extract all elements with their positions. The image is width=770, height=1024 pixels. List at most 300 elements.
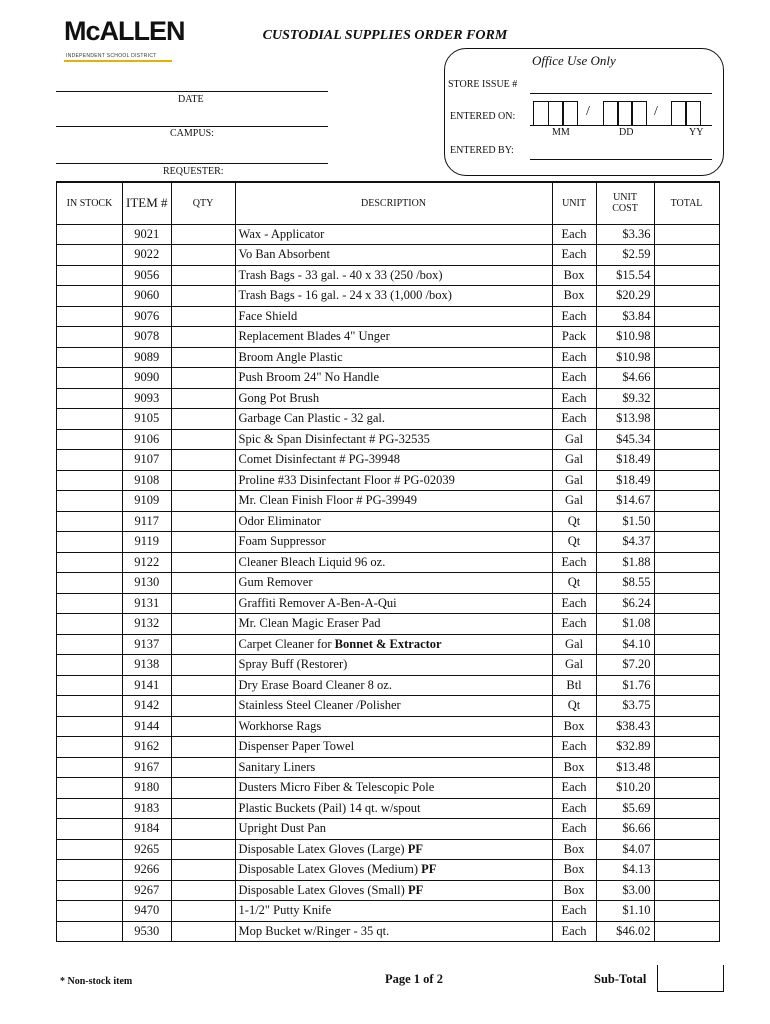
date-line[interactable]	[56, 91, 328, 92]
total-cell[interactable]	[654, 716, 719, 737]
header-qty: QTY	[171, 182, 235, 224]
unit-cost-cell: $45.34	[596, 429, 654, 450]
item-number-cell: 9108	[123, 470, 172, 491]
subtotal-label: Sub-Total	[594, 972, 647, 986]
unit-cost-cell: $4.66	[596, 368, 654, 389]
unit-cost-cell: $1.08	[596, 614, 654, 635]
total-cell[interactable]	[654, 245, 719, 266]
description-cell	[235, 614, 552, 635]
in-stock-cell[interactable]	[57, 388, 123, 409]
qty-cell[interactable]	[171, 491, 235, 512]
unit-cell: Each	[552, 347, 596, 368]
qty-cell[interactable]	[171, 532, 235, 553]
unit-cost-cell: $3.75	[596, 696, 654, 717]
qty-cell[interactable]	[171, 286, 235, 307]
qty-cell[interactable]	[171, 347, 235, 368]
table-row	[57, 286, 720, 307]
unit-cell: Each	[552, 388, 596, 409]
unit-cost-cell: $32.89	[596, 737, 654, 758]
campus-line[interactable]	[56, 126, 328, 127]
table-row	[57, 327, 720, 348]
in-stock-cell[interactable]	[57, 757, 123, 778]
in-stock-cell[interactable]	[57, 839, 123, 860]
description-text: Mr. Clean Finish Floor # PG-39949	[238, 493, 418, 508]
qty-cell[interactable]	[171, 265, 235, 286]
in-stock-cell[interactable]	[57, 265, 123, 286]
entered-by-label: ENTERED BY:	[450, 145, 514, 156]
qty-cell[interactable]	[171, 778, 235, 799]
description-text: Disposable Latex Gloves (Large)	[238, 841, 408, 856]
table-row	[57, 655, 720, 676]
header-unit-cost-line2: COST	[612, 203, 638, 215]
table-row	[57, 921, 720, 942]
description-text: 1-1/2" Putty Knife	[238, 903, 332, 918]
unit-cost-cell: $1.76	[596, 675, 654, 696]
qty-cell[interactable]	[171, 368, 235, 389]
in-stock-cell[interactable]	[57, 901, 123, 922]
item-number-cell: 9107	[123, 450, 172, 471]
unit-cost-cell: $2.59	[596, 245, 654, 266]
unit-cost-cell: $10.20	[596, 778, 654, 799]
store-issue-line[interactable]	[530, 93, 712, 94]
description-text: Trash Bags - 33 gal. - 40 x 33 (250 /box)	[238, 267, 443, 282]
unit-cell: Btl	[552, 675, 596, 696]
description-text: Spic & Span Disinfectant # PG-32535	[238, 431, 430, 446]
table-row	[57, 511, 720, 532]
qty-cell[interactable]	[171, 921, 235, 942]
table-row	[57, 552, 720, 573]
total-cell[interactable]	[654, 409, 719, 430]
total-cell[interactable]	[654, 614, 719, 635]
description-text: Replacement Blades 4" Unger	[238, 329, 390, 344]
total-cell[interactable]	[654, 573, 719, 594]
date-label: DATE	[178, 94, 204, 105]
qty-cell[interactable]	[171, 819, 235, 840]
description-cell	[235, 286, 552, 307]
description-text: Workhorse Rags	[238, 718, 322, 733]
description-text: Mr. Clean Magic Eraser Pad	[238, 616, 381, 631]
item-number-cell: 9530	[123, 921, 172, 942]
unit-cell: Each	[552, 368, 596, 389]
description-text: Gum Remover	[238, 575, 313, 590]
entered-by-line[interactable]	[530, 159, 712, 160]
qty-cell[interactable]	[171, 716, 235, 737]
total-cell[interactable]	[654, 388, 719, 409]
unit-cell: Each	[552, 778, 596, 799]
in-stock-cell[interactable]	[57, 511, 123, 532]
header-in-stock: IN STOCK	[57, 182, 123, 224]
unit-cell: Qt	[552, 696, 596, 717]
qty-cell[interactable]	[171, 450, 235, 471]
total-cell[interactable]	[654, 696, 719, 717]
description-cell	[235, 409, 552, 430]
item-number-cell: 9056	[123, 265, 172, 286]
qty-cell[interactable]	[171, 901, 235, 922]
description-cell	[235, 573, 552, 594]
description-text: Stainless Steel Cleaner /Polisher	[238, 698, 401, 713]
description-cell	[235, 839, 552, 860]
in-stock-cell[interactable]	[57, 819, 123, 840]
qty-cell[interactable]	[171, 675, 235, 696]
item-number-cell: 9144	[123, 716, 172, 737]
in-stock-cell[interactable]	[57, 347, 123, 368]
date-slash-1: /	[586, 104, 590, 119]
item-number-cell: 9117	[123, 511, 172, 532]
header-item: ITEM #	[123, 182, 172, 224]
unit-cost-cell: $15.54	[596, 265, 654, 286]
in-stock-cell[interactable]	[57, 655, 123, 676]
item-number-cell: 9090	[123, 368, 172, 389]
total-cell[interactable]	[654, 737, 719, 758]
table-row	[57, 737, 720, 758]
unit-cell: Each	[552, 901, 596, 922]
in-stock-cell[interactable]	[57, 368, 123, 389]
in-stock-cell[interactable]	[57, 675, 123, 696]
table-row	[57, 532, 720, 553]
description-text: Sanitary Liners	[238, 759, 316, 774]
qty-cell[interactable]	[171, 757, 235, 778]
description-bold-text: PF	[421, 862, 437, 877]
item-number-cell: 9130	[123, 573, 172, 594]
description-text: Garbage Can Plastic - 32 gal.	[238, 411, 386, 426]
table-row	[57, 798, 720, 819]
description-bold-text: PF	[407, 882, 424, 897]
total-cell[interactable]	[654, 819, 719, 840]
total-cell[interactable]	[654, 860, 719, 881]
in-stock-cell[interactable]	[57, 573, 123, 594]
description-cell	[235, 778, 552, 799]
description-cell	[235, 265, 552, 286]
description-text: Cleaner Bleach Liquid 96 oz.	[238, 554, 386, 569]
unit-cell: Each	[552, 921, 596, 942]
unit-cell: Each	[552, 224, 596, 245]
date-box-m3[interactable]	[562, 101, 578, 126]
description-cell	[235, 798, 552, 819]
campus-label: CAMPUS:	[170, 128, 214, 139]
in-stock-cell[interactable]	[57, 327, 123, 348]
description-cell	[235, 880, 552, 901]
description-text: Upright Dust Pan	[238, 821, 327, 836]
total-cell[interactable]	[654, 491, 719, 512]
unit-cell: Pack	[552, 327, 596, 348]
item-number-cell: 9076	[123, 306, 172, 327]
qty-cell[interactable]	[171, 593, 235, 614]
description-cell	[235, 716, 552, 737]
total-cell[interactable]	[654, 634, 719, 655]
entered-on-label: ENTERED ON:	[450, 111, 516, 122]
logo-underline	[64, 60, 172, 62]
in-stock-cell[interactable]	[57, 429, 123, 450]
table-row	[57, 634, 720, 655]
item-number-cell: 9131	[123, 593, 172, 614]
total-cell[interactable]	[654, 798, 719, 819]
total-cell[interactable]	[654, 675, 719, 696]
total-cell[interactable]	[654, 532, 719, 553]
unit-cost-cell: $4.37	[596, 532, 654, 553]
unit-cost-cell: $6.66	[596, 819, 654, 840]
unit-cost-cell: $8.55	[596, 573, 654, 594]
in-stock-cell[interactable]	[57, 921, 123, 942]
unit-cell: Each	[552, 593, 596, 614]
item-number-cell: 9122	[123, 552, 172, 573]
description-text: Dry Erase Board Cleaner 8 oz.	[238, 677, 392, 692]
description-text: Gong Pot Brush	[238, 390, 320, 405]
unit-cost-cell: $1.10	[596, 901, 654, 922]
in-stock-cell[interactable]	[57, 798, 123, 819]
qty-cell[interactable]	[171, 880, 235, 901]
total-cell[interactable]	[654, 450, 719, 471]
table-row	[57, 860, 720, 881]
qty-cell[interactable]	[171, 798, 235, 819]
unit-cost-cell: $4.10	[596, 634, 654, 655]
description-cell	[235, 450, 552, 471]
description-text: Mop Bucket w/Ringer - 35 qt.	[238, 923, 390, 938]
item-number-cell: 9089	[123, 347, 172, 368]
unit-cost-cell: $5.69	[596, 798, 654, 819]
in-stock-cell[interactable]	[57, 409, 123, 430]
date-slash-2: /	[654, 104, 658, 119]
table-row	[57, 347, 720, 368]
total-cell[interactable]	[654, 224, 719, 245]
table-row	[57, 696, 720, 717]
unit-cell: Each	[552, 614, 596, 635]
table-row	[57, 675, 720, 696]
unit-cell: Box	[552, 757, 596, 778]
qty-cell[interactable]	[171, 429, 235, 450]
total-cell[interactable]	[654, 778, 719, 799]
item-number-cell: 9142	[123, 696, 172, 717]
total-cell[interactable]	[654, 593, 719, 614]
item-number-cell: 9141	[123, 675, 172, 696]
total-cell[interactable]	[654, 757, 719, 778]
page-number: Page 1 of 2	[385, 972, 443, 986]
item-number-cell: 9180	[123, 778, 172, 799]
item-number-cell: 9162	[123, 737, 172, 758]
header-unit-cost-line1: UNIT	[613, 192, 637, 204]
unit-cost-cell: $3.84	[596, 306, 654, 327]
item-number-cell: 9265	[123, 839, 172, 860]
description-cell	[235, 675, 552, 696]
unit-cost-cell: $10.98	[596, 327, 654, 348]
qty-cell[interactable]	[171, 614, 235, 635]
qty-cell[interactable]	[171, 655, 235, 676]
unit-cost-cell: $1.88	[596, 552, 654, 573]
in-stock-cell[interactable]	[57, 880, 123, 901]
date-box-d3[interactable]	[631, 101, 647, 126]
unit-cost-cell: $46.02	[596, 921, 654, 942]
qty-cell[interactable]	[171, 737, 235, 758]
item-number-cell: 9021	[123, 224, 172, 245]
unit-cell: Each	[552, 245, 596, 266]
in-stock-cell[interactable]	[57, 552, 123, 573]
item-number-cell: 9106	[123, 429, 172, 450]
table-row	[57, 757, 720, 778]
in-stock-cell[interactable]	[57, 532, 123, 553]
description-cell	[235, 552, 552, 573]
description-cell	[235, 511, 552, 532]
unit-cell: Gal	[552, 470, 596, 491]
qty-cell[interactable]	[171, 573, 235, 594]
total-cell[interactable]	[654, 655, 719, 676]
description-text: Broom Angle Plastic	[238, 349, 343, 364]
office-use-title: Office Use Only	[532, 53, 616, 68]
in-stock-cell[interactable]	[57, 614, 123, 635]
dd-label: DD	[619, 127, 634, 138]
unit-cost-cell: $3.36	[596, 224, 654, 245]
total-cell[interactable]	[654, 306, 719, 327]
total-cell[interactable]	[654, 880, 719, 901]
description-text: Wax - Applicator	[238, 226, 325, 241]
item-number-cell: 9184	[123, 819, 172, 840]
qty-cell[interactable]	[171, 860, 235, 881]
description-cell	[235, 737, 552, 758]
total-cell[interactable]	[654, 839, 719, 860]
item-number-cell: 9060	[123, 286, 172, 307]
in-stock-cell[interactable]	[57, 224, 123, 245]
header-total: TOTAL	[654, 182, 719, 224]
in-stock-cell[interactable]	[57, 716, 123, 737]
logo-wordmark: McALLEN	[64, 16, 185, 46]
description-cell	[235, 634, 552, 655]
in-stock-cell[interactable]	[57, 778, 123, 799]
description-cell	[235, 757, 552, 778]
item-number-cell: 9119	[123, 532, 172, 553]
table-header-row	[57, 182, 720, 224]
unit-cell: Gal	[552, 634, 596, 655]
unit-cell: Each	[552, 409, 596, 430]
total-cell[interactable]	[654, 921, 719, 942]
total-cell[interactable]	[654, 347, 719, 368]
qty-cell[interactable]	[171, 327, 235, 348]
description-text: Vo Ban Absorbent	[238, 247, 330, 262]
qty-cell[interactable]	[171, 634, 235, 655]
description-text: Carpet Cleaner for	[238, 636, 335, 651]
description-text: Dusters Micro Fiber & Telescopic Pole	[238, 780, 435, 795]
qty-cell[interactable]	[171, 388, 235, 409]
in-stock-cell[interactable]	[57, 696, 123, 717]
description-cell	[235, 901, 552, 922]
unit-cost-cell: $4.07	[596, 839, 654, 860]
total-cell[interactable]	[654, 429, 719, 450]
qty-cell[interactable]	[171, 470, 235, 491]
item-number-cell: 9183	[123, 798, 172, 819]
total-cell[interactable]	[654, 901, 719, 922]
unit-cell: Gal	[552, 429, 596, 450]
date-box-m1[interactable]	[533, 101, 549, 126]
unit-cell: Gal	[552, 655, 596, 676]
description-cell	[235, 245, 552, 266]
header-unit: UNIT	[552, 182, 596, 224]
item-number-cell: 9078	[123, 327, 172, 348]
form-title: CUSTODIAL SUPPLIES ORDER FORM	[262, 28, 508, 43]
qty-cell[interactable]	[171, 552, 235, 573]
table-row	[57, 409, 720, 430]
in-stock-cell[interactable]	[57, 286, 123, 307]
total-cell[interactable]	[654, 368, 719, 389]
in-stock-cell[interactable]	[57, 450, 123, 471]
unit-cell: Gal	[552, 491, 596, 512]
requester-line[interactable]	[56, 163, 328, 164]
yy-label: YY	[689, 127, 704, 138]
unit-cell: Box	[552, 265, 596, 286]
item-number-cell: 9266	[123, 860, 172, 881]
logo-subtitle: INDEPENDENT SCHOOL DISTRICT	[66, 53, 157, 59]
in-stock-cell[interactable]	[57, 593, 123, 614]
unit-cost-cell: $1.50	[596, 511, 654, 532]
item-number-cell: 9267	[123, 880, 172, 901]
item-number-cell: 9167	[123, 757, 172, 778]
total-cell[interactable]	[654, 552, 719, 573]
subtotal-field[interactable]	[657, 965, 724, 992]
unit-cost-cell: $7.20	[596, 655, 654, 676]
table-row	[57, 306, 720, 327]
total-cell[interactable]	[654, 265, 719, 286]
table-row	[57, 593, 720, 614]
table-row	[57, 224, 720, 245]
description-text: Foam Suppressor	[238, 534, 326, 549]
header-description: DESCRIPTION	[235, 182, 552, 224]
table-row	[57, 429, 720, 450]
qty-cell[interactable]	[171, 409, 235, 430]
in-stock-cell[interactable]	[57, 491, 123, 512]
in-stock-cell[interactable]	[57, 860, 123, 881]
table-row	[57, 368, 720, 389]
description-cell	[235, 491, 552, 512]
item-number-cell: 9109	[123, 491, 172, 512]
qty-cell[interactable]	[171, 306, 235, 327]
non-stock-note: * Non-stock item	[60, 976, 133, 987]
description-cell	[235, 368, 552, 389]
unit-cell: Each	[552, 798, 596, 819]
description-cell	[235, 327, 552, 348]
total-cell[interactable]	[654, 327, 719, 348]
total-cell[interactable]	[654, 470, 719, 491]
qty-cell[interactable]	[171, 511, 235, 532]
table-row	[57, 265, 720, 286]
total-cell[interactable]	[654, 511, 719, 532]
description-cell	[235, 388, 552, 409]
unit-cell: Each	[552, 306, 596, 327]
in-stock-cell[interactable]	[57, 634, 123, 655]
qty-cell[interactable]	[171, 839, 235, 860]
description-bold-text: Bonnet & Extractor	[334, 636, 442, 651]
qty-cell[interactable]	[171, 224, 235, 245]
in-stock-cell[interactable]	[57, 470, 123, 491]
item-number-cell: 9138	[123, 655, 172, 676]
qty-cell[interactable]	[171, 245, 235, 266]
item-number-cell: 9137	[123, 634, 172, 655]
table-row	[57, 450, 720, 471]
description-cell	[235, 593, 552, 614]
unit-cell: Box	[552, 839, 596, 860]
description-text: Dispenser Paper Towel	[238, 739, 355, 754]
description-text: Disposable Latex Gloves (Medium)	[238, 862, 422, 877]
table-row	[57, 716, 720, 737]
unit-cost-cell: $10.98	[596, 347, 654, 368]
in-stock-cell[interactable]	[57, 737, 123, 758]
description-cell	[235, 306, 552, 327]
description-cell	[235, 470, 552, 491]
table-row	[57, 880, 720, 901]
store-issue-label: STORE ISSUE #	[448, 79, 518, 90]
total-cell[interactable]	[654, 286, 719, 307]
in-stock-cell[interactable]	[57, 306, 123, 327]
date-box-y2[interactable]	[685, 101, 701, 126]
unit-cell: Box	[552, 880, 596, 901]
qty-cell[interactable]	[171, 696, 235, 717]
in-stock-cell[interactable]	[57, 245, 123, 266]
unit-cell: Each	[552, 819, 596, 840]
